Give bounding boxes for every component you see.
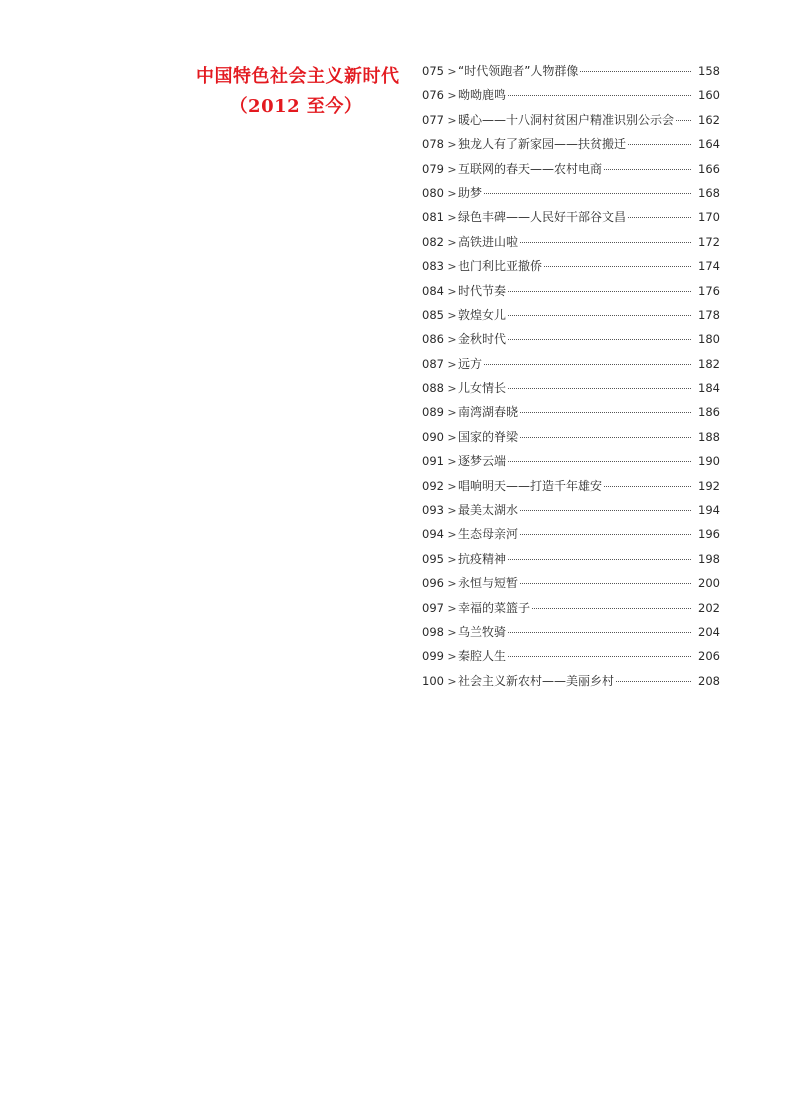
- toc-entry-title: 秦腔人生: [458, 649, 507, 664]
- toc-entry-arrow: >: [447, 674, 457, 688]
- toc-entry: [422, 160, 720, 184]
- toc-dot-leader: [508, 461, 691, 462]
- toc-entry: [422, 599, 720, 623]
- toc-entry: [422, 111, 720, 135]
- toc-entry-number: 076: [422, 88, 444, 103]
- toc-entry-title: 呦呦鹿鸣: [458, 88, 507, 103]
- toc-entry-number: 088: [422, 381, 444, 396]
- toc-dot-leader: [508, 656, 691, 657]
- toc-dot-leader: [520, 534, 691, 535]
- toc-entry-number: 089: [422, 405, 444, 420]
- toc-entry-title: 乌兰牧骑: [458, 624, 507, 639]
- toc-entry-title: 逐梦云端: [458, 454, 507, 469]
- toc-entry-number: 092: [422, 478, 444, 493]
- toc-dot-leader: [508, 291, 691, 292]
- toc-entry-title: 生态母亲河: [458, 527, 519, 542]
- toc-entry-title: 国家的脊梁: [458, 429, 519, 444]
- section-title: [196, 62, 400, 122]
- toc-entry: [422, 574, 720, 598]
- toc-entry-page-number: 172: [698, 234, 720, 249]
- toc-entry-page-number: 174: [698, 259, 720, 274]
- toc-dot-leader: [628, 217, 691, 218]
- toc-entry: [422, 647, 720, 671]
- toc-entry-page-number: 198: [698, 551, 720, 566]
- toc-dot-leader: [604, 169, 691, 170]
- toc-entry-number: 080: [422, 185, 444, 200]
- toc-entry: [422, 379, 720, 403]
- toc-entry-arrow: >: [447, 625, 457, 639]
- toc-entry: [422, 428, 720, 452]
- toc-entry-number: 094: [422, 527, 444, 542]
- toc-entry-number: 099: [422, 649, 444, 664]
- toc-entry-title: 独龙人有了新家园——扶贫搬迁: [458, 137, 627, 152]
- toc-entry-page-number: 194: [698, 503, 720, 518]
- toc-entry-arrow: >: [447, 186, 457, 200]
- toc-dot-leader: [628, 144, 691, 145]
- toc-entry: [422, 208, 720, 232]
- toc-entry-page-number: 184: [698, 381, 720, 396]
- toc-entry-number: 100: [422, 673, 444, 688]
- toc-entry-number: 095: [422, 551, 444, 566]
- toc-entry-arrow: >: [447, 552, 457, 566]
- toc-entry: [422, 525, 720, 549]
- toc-entry-page-number: 166: [698, 161, 720, 176]
- toc-entry-title: 互联网的春天——农村电商: [458, 161, 603, 176]
- toc-entry-page-number: 208: [698, 673, 720, 688]
- toc-entry-number: 086: [422, 332, 444, 347]
- toc-entry-title: 远方: [458, 356, 483, 371]
- toc-entry: [422, 86, 720, 110]
- section-title-line-1: 中国特色社会主义新时代: [196, 66, 400, 87]
- toc-entry-title: 抗疫精神: [458, 551, 507, 566]
- toc-entry-page-number: 196: [698, 527, 720, 542]
- toc-dot-leader: [520, 437, 691, 438]
- toc-dot-leader: [604, 486, 691, 487]
- toc-entry-title: 南湾湖春晓: [458, 405, 519, 420]
- toc-entry-arrow: >: [447, 138, 457, 152]
- toc-entry: [422, 233, 720, 257]
- toc-entry-number: 083: [422, 259, 444, 274]
- toc-entry-arrow: >: [447, 357, 457, 371]
- toc-entry-number: 098: [422, 624, 444, 639]
- toc-entry-page-number: 170: [698, 210, 720, 225]
- toc-entry-arrow: >: [447, 528, 457, 542]
- toc-entry: [422, 135, 720, 159]
- toc-entry-title: 也门利比亚撤侨: [458, 259, 543, 274]
- toc-dot-leader: [532, 608, 691, 609]
- toc-entry-number: 093: [422, 503, 444, 518]
- toc-entry: [422, 550, 720, 574]
- toc-dot-leader: [484, 193, 691, 194]
- toc-entry: [422, 330, 720, 354]
- toc-entry-arrow: >: [447, 162, 457, 176]
- toc-entry-number: 091: [422, 454, 444, 469]
- toc-dot-leader: [544, 266, 691, 267]
- toc-entry-page-number: 190: [698, 454, 720, 469]
- toc-dot-leader: [508, 632, 691, 633]
- toc-entry-title: 时代节奏: [458, 283, 507, 298]
- toc-entry: [422, 355, 720, 379]
- toc-entry: [422, 501, 720, 525]
- toc-entry-number: 079: [422, 161, 444, 176]
- toc-entry-arrow: >: [447, 382, 457, 396]
- toc-entry-arrow: >: [447, 113, 457, 127]
- toc-entry: [422, 306, 720, 330]
- toc-entry-arrow: >: [447, 65, 457, 78]
- toc-entry-arrow: >: [447, 455, 457, 469]
- toc-entry: [422, 257, 720, 281]
- toc-entry-title: 最美太湖水: [458, 503, 519, 518]
- toc-entry-arrow: >: [447, 430, 457, 444]
- toc-entry-page-number: 176: [698, 283, 720, 298]
- toc-entry-page-number: 160: [698, 88, 720, 103]
- toc-entry-arrow: >: [447, 260, 457, 274]
- toc-entry-title: 绿色丰碑——人民好干部谷文昌: [458, 210, 627, 225]
- toc-dot-leader: [676, 120, 691, 121]
- toc-entry-page-number: 204: [698, 624, 720, 639]
- toc-entry: [422, 282, 720, 306]
- toc-entry-number: 082: [422, 234, 444, 249]
- toc-entry-number: 078: [422, 137, 444, 152]
- toc-entry-title: 敦煌女儿: [458, 307, 507, 322]
- toc-dot-leader: [520, 242, 691, 243]
- toc-entry-title: 社会主义新农村——美丽乡村: [458, 673, 615, 688]
- toc-entry-title: 金秋时代: [458, 332, 507, 347]
- toc-entry-number: 077: [422, 112, 444, 127]
- toc-entry-arrow: >: [447, 284, 457, 298]
- toc-entry-arrow: >: [447, 308, 457, 322]
- toc-entry-page-number: 180: [698, 332, 720, 347]
- toc-entry: [422, 452, 720, 476]
- toc-entry: [422, 477, 720, 501]
- toc-dot-leader: [508, 559, 691, 560]
- toc-entry-title: 高铁进山啦: [458, 234, 519, 249]
- toc-entry-arrow: >: [447, 211, 457, 225]
- toc-entry-title: 唱响明天——打造千年雄安: [458, 478, 603, 493]
- toc-entry: [422, 403, 720, 427]
- toc-entry-page-number: 206: [698, 649, 720, 664]
- toc-entry-number: 097: [422, 600, 444, 615]
- toc-dot-leader: [580, 71, 691, 72]
- toc-entry-page-number: 192: [698, 478, 720, 493]
- toc-entry-page-number: 182: [698, 356, 720, 371]
- toc-entry-page-number: 164: [698, 137, 720, 152]
- toc-entry-number: 085: [422, 307, 444, 322]
- toc-dot-leader: [520, 412, 691, 413]
- toc-entry-page-number: 168: [698, 185, 720, 200]
- toc-entry-page-number: 188: [698, 429, 720, 444]
- toc-entry-page-number: 202: [698, 600, 720, 615]
- toc-entry-arrow: >: [447, 577, 457, 591]
- toc-entry-arrow: >: [447, 333, 457, 347]
- toc-entry-number: 081: [422, 210, 444, 225]
- toc-entry-page-number: 200: [698, 576, 720, 591]
- toc-entry-number: 096: [422, 576, 444, 591]
- toc-entry-arrow: >: [447, 406, 457, 420]
- toc-entry-page-number: 162: [698, 112, 720, 127]
- toc-dot-leader: [616, 681, 691, 682]
- toc-entry: [422, 62, 720, 86]
- toc-entry: [422, 672, 720, 696]
- toc-entry-title: 永恒与短暂: [458, 576, 519, 591]
- toc-entry: [422, 623, 720, 647]
- toc-entry-number: 090: [422, 429, 444, 444]
- toc-entry-page-number: 186: [698, 405, 720, 420]
- toc-entry-arrow: >: [447, 89, 457, 103]
- toc-entry-arrow: >: [447, 235, 457, 249]
- toc-dot-leader: [508, 95, 691, 96]
- toc-entry-number: 087: [422, 356, 444, 371]
- toc-dot-leader: [508, 339, 691, 340]
- toc-dot-leader: [508, 388, 691, 389]
- toc-dot-leader: [484, 364, 691, 365]
- toc-dot-leader: [508, 315, 691, 316]
- toc-dot-leader: [520, 510, 691, 511]
- toc-entry-title: 助梦: [458, 185, 483, 200]
- toc-entry-title: 儿女情长: [458, 381, 507, 396]
- toc-entry-title: “时代领跑者”人物群像: [458, 64, 579, 78]
- toc-entry-number: 075: [422, 64, 444, 78]
- toc-entry-number: 084: [422, 283, 444, 298]
- toc-entry-arrow: >: [447, 650, 457, 664]
- toc-entry-title: 幸福的菜篮子: [458, 600, 531, 615]
- section-title-line-2: （2012 至今）: [229, 96, 363, 117]
- toc-dot-leader: [520, 583, 691, 584]
- toc-entry-arrow: >: [447, 479, 457, 493]
- toc-entry-page-number: 158: [698, 64, 720, 78]
- toc-entry: [422, 184, 720, 208]
- toc-entry-arrow: >: [447, 601, 457, 615]
- toc-entry-arrow: >: [447, 504, 457, 518]
- table-of-contents: [422, 62, 720, 696]
- toc-entry-page-number: 178: [698, 307, 720, 322]
- toc-entry-title: 暖心——十八洞村贫困户精准识别公示会: [458, 112, 675, 127]
